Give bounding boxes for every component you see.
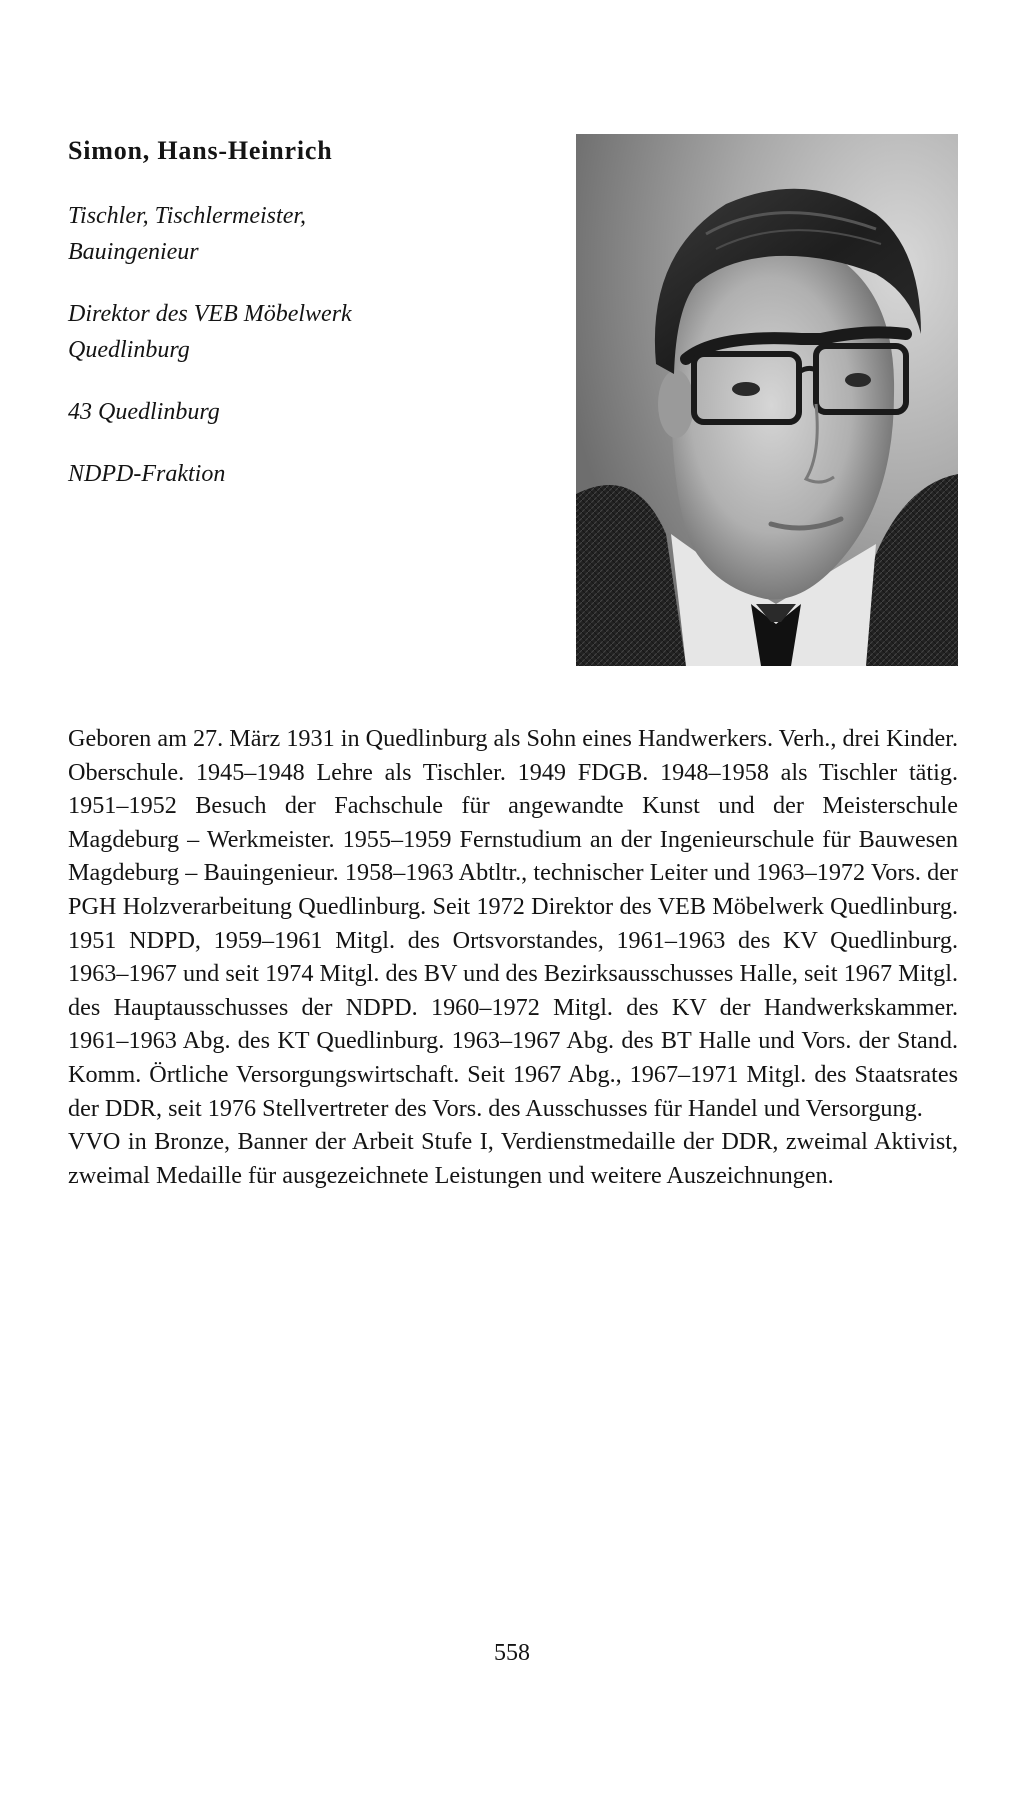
info-line: Quedlinburg	[68, 337, 190, 363]
info-line: NDPD-Fraktion	[68, 461, 226, 487]
portrait-icon	[576, 134, 958, 666]
info-faction	[68, 456, 548, 492]
person-info	[68, 198, 548, 518]
portrait-photo	[576, 134, 958, 666]
info-occupation	[68, 198, 548, 270]
person-name: Simon, Hans-Heinrich	[68, 136, 333, 165]
biography	[68, 722, 958, 1192]
info-line: Bauingenieur	[68, 239, 199, 265]
biography-paragraph: Geboren am 27. März 1931 in Quedlinburg als Sohn eines Handwerkers. Verh., drei Kinder. Oberschule. 1945–1948 Lehre als Tischler. 1949 FDGB. 1948–1958 als Tischler tätig. 1951–1952 Besuch der Fachschule für angewandte Kunst und der Meisterschule Magdeburg – Werkmeister. 1955–1959 Fernstudium an der Ingenieurschule für Bauwesen Magdeburg – Bauingenieur. 1958–1963 Abtltr., technischer Leiter und 1963–1972 Vors. der PGH Holzverarbeitung Quedlinburg. Seit 1972 Direktor des VEB Möbelwerk Quedlinburg. 1951 NDPD, 1959–1961 Mitgl. des Ortsvorstandes, 1961–1963 des KV Quedlinburg. 1963–1967 und seit 1974 Mitgl. des BV und des Bezirksausschusses Halle, seit 1967 Mitgl. des Hauptausschusses der NDPD. 1960–1972 Mitgl. des KV der Handwerkskammer. 1961–1963 Abg. des KT Quedlinburg. 1963–1967 Abg. des BT Halle und Vors. der Stand. Komm. Örtliche Versorgungswirtschaft. Seit 1967 Abg., 1967–1971 Mitgl. des Staatsrates der DDR, seit 1976 Stellvertreter des Vors. des Ausschusses für Handel und Versorgung.	[68, 725, 958, 1122]
info-line: Tischler, Tischlermeister,	[68, 203, 307, 229]
info-position	[68, 296, 548, 368]
biography-paragraph: VVO in Bronze, Banner der Arbeit Stufe I, Verdienstmedaille der DDR, zweimal Aktivist, zweimal Medaille für ausgezeichnete Leistungen und weitere Auszeichnungen.	[68, 1128, 958, 1189]
info-line: Direktor des VEB Möbelwerk	[68, 301, 352, 327]
info-location	[68, 394, 548, 430]
info-line: 43 Quedlinburg	[68, 399, 220, 425]
page-number: 558	[494, 1640, 530, 1666]
